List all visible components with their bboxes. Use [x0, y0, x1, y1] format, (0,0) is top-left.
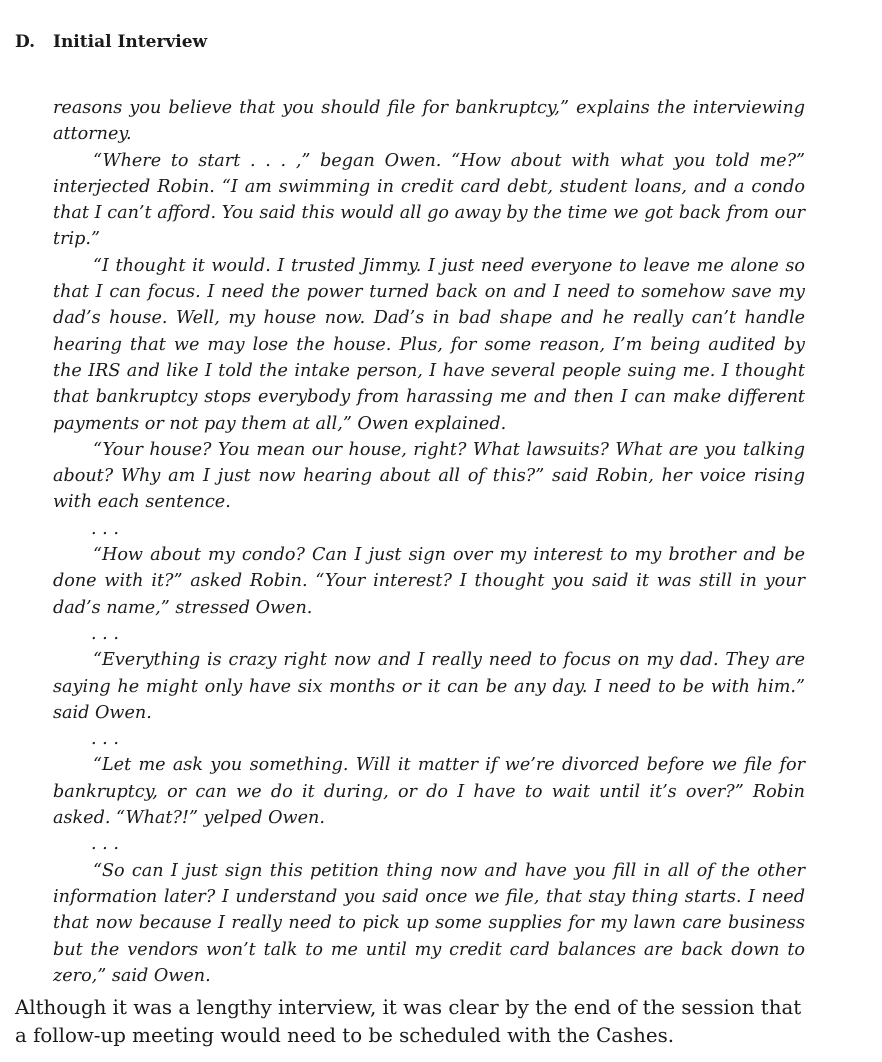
excerpt-paragraph: “Let me ask you something. Will it matter if we’re divorced before we file for bankruptcy, or can we do it during, or do I have to wait until it’s over?” Robin asked. “What?!” yelped Owen. [53, 755, 805, 829]
excerpt-paragraph: “How about my condo? Can I just sign over my interest to my brother and be done with it?” asked Robin. “Your interest? I thought you said it was still in your dad’s name,” stressed Owen. [53, 545, 805, 618]
excerpt-paragraph: “Where to start . . . ,” began Owen. “How about with what you told me?” interjected Robin. “I am swimming in credit card debt, student loans, and a condo that I can’t afford. You said this would all go away by the time we got back from our trip.” [53, 150, 805, 250]
closing-paragraph: Although it was a lengthy interview, it was clear by the end of the session that a follow-up meeting would need to be scheduled with the Cashes. [15, 996, 802, 1047]
excerpt-paragraph: “I thought it would. I trusted Jimmy. I just need everyone to leave me alone so that I can focus. I need the power turned back on and I need to somehow save my dad’s house. Well, my house now. Dad’s in bad shape and he really can’t handle hearing that we may lose the house. Plus, for some reason, I’m being audited by the IRS and like I told the intake person, I have several people suing me. I thought that bankruptcy stops everybody from harassing me and then I can make different payments or not pay them at all,” Owen explained. [53, 255, 805, 434]
excerpt-ellipsis: . . . [91, 834, 119, 855]
excerpt-paragraph: “Your house? You mean our house, right? What lawsuits? What are you talking about? Why am I just now hearing about all of this?” said Robin, her voice rising with each sentence. [53, 439, 805, 513]
section-title: Initial Interview [53, 32, 208, 52]
interview-excerpt [53, 95, 805, 989]
excerpt-paragraph: “Everything is crazy right now and I really need to focus on my dad. They are saying he might only have six months or it can be any day. I need to be with him.” said Owen. [53, 650, 805, 723]
excerpt-ellipsis: . . . [91, 623, 119, 644]
excerpt-paragraph: “So can I just sign this petition thing now and have you fill in all of the other information later? I understand you said once we file, that stay thing starts. I need that now because I really need to pick up some supplies for my lawn care business but the vendors won’t talk to me until my credit card balances are back down to zero,” said Owen. [53, 860, 805, 986]
section-letter: D. [15, 32, 36, 52]
excerpt-ellipsis: . . . [91, 729, 119, 750]
excerpt-paragraph: reasons you believe that you should file for bankruptcy,” explains the interviewing attorney. [53, 98, 805, 145]
section-heading [15, 32, 207, 52]
excerpt-ellipsis: . . . [91, 518, 119, 539]
